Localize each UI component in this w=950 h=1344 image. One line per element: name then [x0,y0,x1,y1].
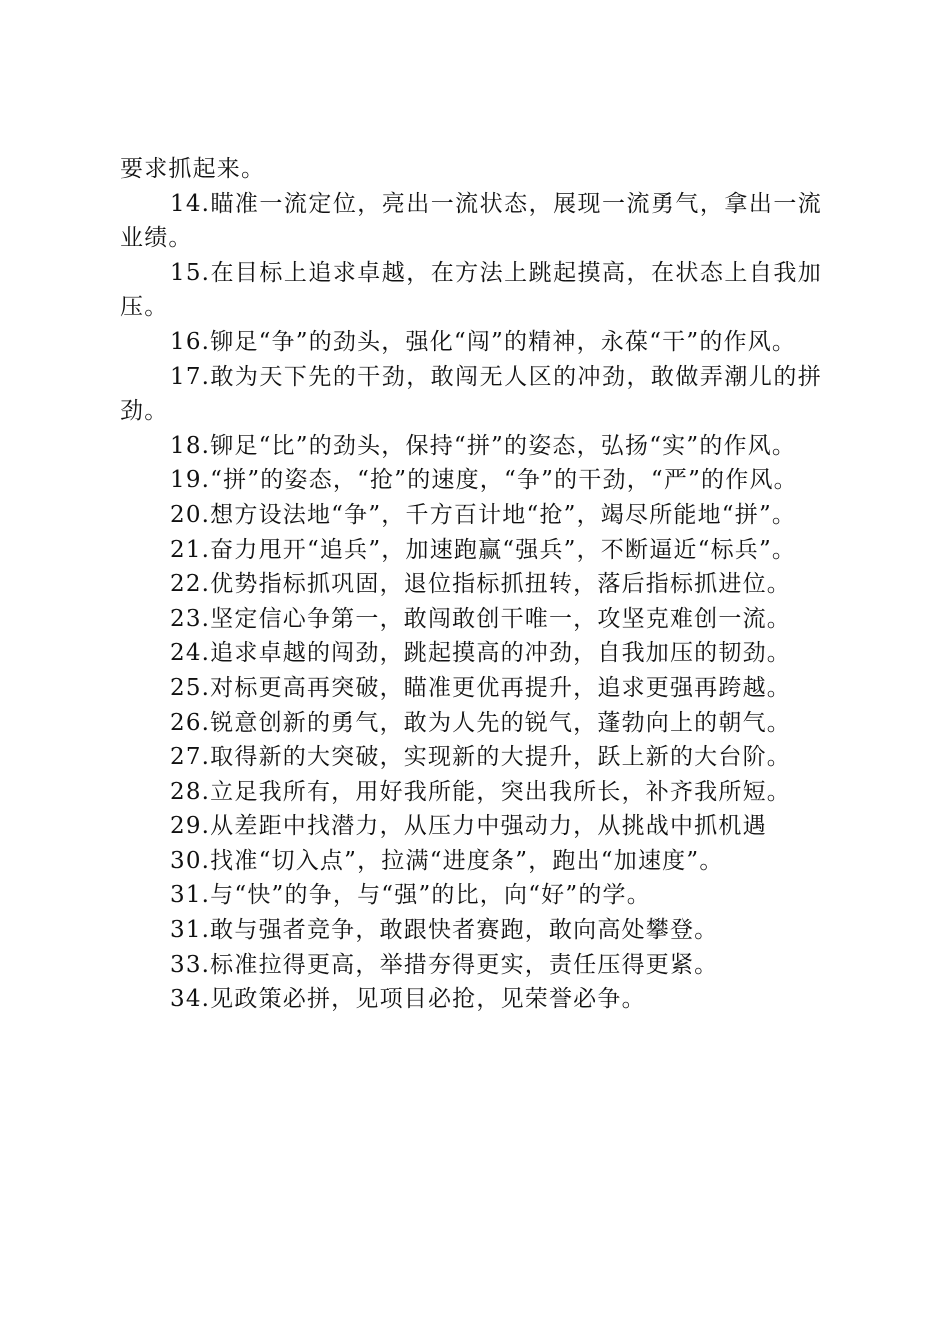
paragraph-15: 15.在目标上追求卓越，在方法上跳起摸高，在状态上自我加压。 [120,259,822,321]
paragraph-14: 14.瞄准一流定位，亮出一流状态，展现一流勇气，拿出一流业绩。 [120,190,822,252]
paragraph-29: 29.从差距中找潜力，从压力中强动力，从挑战中抓机遇 [170,813,767,840]
document-body [120,152,822,1017]
paragraph-22: 22.优势指标抓巩固，退位指标抓扭转，落后指标抓进位。 [170,571,791,598]
paragraph-18: 18.铆足“比”的劲头，保持“拼”的姿态，弘扬“实”的作风。 [170,432,797,459]
paragraph-16: 16.铆足“争”的劲头，强化“闯”的精神，永葆“干”的作风。 [170,328,797,355]
paragraph-24: 24.追求卓越的闯劲，跳起摸高的冲劲，自我加压的韧劲。 [170,640,791,667]
paragraph-17: 17.敢为天下先的干劲，敢闯无人区的冲劲，敢做弄潮儿的拼劲。 [120,363,822,425]
paragraph-21: 21.奋力甩开“追兵”，加速跑赢“强兵”，不断逼近“标兵”。 [170,536,797,563]
paragraph-30: 30.找准“切入点”，拉满“进度条”，跑出“加速度”。 [170,847,724,874]
paragraph-31b: 31.敢与强者竞争，敢跟快者赛跑，敢向高处攀登。 [170,917,719,944]
paragraph-28: 28.立足我所有，用好我所能，突出我所长，补齐我所短。 [170,778,791,805]
paragraph-19: 19.“拼”的姿态，“抢”的速度，“争”的干劲，“严”的作风。 [170,467,798,494]
paragraph-26: 26.锐意创新的勇气，敢为人先的锐气，蓬勃向上的朝气。 [170,709,791,736]
paragraph-34: 34.见政策必拼，见项目必抢，见荣誉必争。 [170,986,646,1013]
paragraph-23: 23.坚定信心争第一，敢闯敢创干唯一，攻坚克难创一流。 [170,605,791,632]
paragraph-20: 20.想方设法地“争”，千方百计地“抢”，竭尽所能地“拼”。 [170,501,797,528]
paragraph-31a: 31.与“快”的争，与“强”的比，向“好”的学。 [170,882,651,909]
paragraph-33: 33.标准拉得更高，举措夯得更实，责任压得更紧。 [170,951,719,978]
paragraph-27: 27.取得新的大突破，实现新的大提升，跃上新的大台阶。 [170,744,791,771]
paragraph-continuation: 要求抓起来。 [120,156,266,182]
paragraph-25: 25.对标更高再突破，瞄准更优再提升，追求更强再跨越。 [170,674,791,701]
